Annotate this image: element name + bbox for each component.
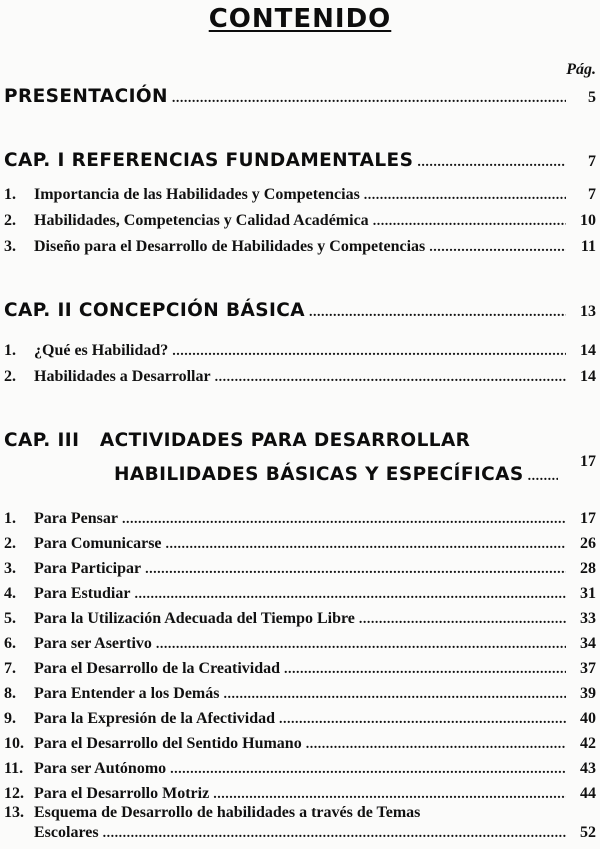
item-number: 6. bbox=[4, 635, 16, 652]
item-label: Para Pensar bbox=[34, 510, 118, 527]
page-number: 31 bbox=[580, 585, 596, 602]
item-label: Importancia de las Habilidades y Competencias bbox=[34, 186, 360, 203]
item-label: Para Comunicarse bbox=[34, 535, 162, 552]
dot-leader bbox=[170, 762, 566, 778]
item-label: Para la Utilización Adecuada del Tiempo Libre bbox=[34, 610, 355, 627]
page-number: 39 bbox=[580, 685, 596, 702]
item-number: 2. bbox=[4, 368, 16, 385]
item-label: Para el Desarrollo del Sentido Humano bbox=[34, 735, 302, 752]
toc-item[interactable] bbox=[4, 535, 596, 553]
item-number: 13. bbox=[4, 804, 24, 821]
item-number: 3. bbox=[4, 238, 16, 255]
page-column-label: Pág. bbox=[566, 61, 596, 78]
page-number: 33 bbox=[580, 610, 596, 627]
chapter-heading: CAP. II CONCEPCIÓN BÁSICA bbox=[4, 300, 305, 321]
page-title: CONTENIDO bbox=[208, 4, 392, 34]
toc-item[interactable] bbox=[4, 238, 596, 256]
toc-item-multiline-cont[interactable] bbox=[34, 824, 596, 842]
toc-item[interactable] bbox=[4, 785, 596, 803]
item-number: 11. bbox=[4, 760, 24, 777]
toc-entry-presentacion[interactable] bbox=[4, 86, 596, 107]
dot-leader bbox=[309, 305, 566, 321]
dot-leader bbox=[172, 344, 566, 360]
dot-leader bbox=[145, 562, 566, 578]
item-label: ¿Qué es Habilidad? bbox=[34, 342, 169, 359]
item-number: 8. bbox=[4, 685, 16, 702]
item-label: Para Participar bbox=[34, 560, 142, 577]
item-label: Para ser Autónomo bbox=[34, 760, 167, 777]
item-number: 1. bbox=[4, 510, 16, 527]
page-number: 7 bbox=[588, 186, 596, 203]
page-number: 44 bbox=[580, 785, 596, 802]
chapter-heading-line2: HABILIDADES BÁSICAS Y ESPECÍFICAS bbox=[114, 464, 524, 485]
page-number: 5 bbox=[588, 89, 596, 106]
dot-leader bbox=[417, 155, 566, 171]
page-number: 11 bbox=[580, 238, 596, 255]
item-label: Para el Desarrollo Motriz bbox=[34, 785, 210, 802]
toc-item[interactable] bbox=[4, 560, 596, 578]
toc-item[interactable] bbox=[4, 710, 596, 728]
page-number: 7 bbox=[588, 153, 596, 170]
page-number: 43 bbox=[580, 760, 596, 777]
item-label: Para el Desarrollo de la Creatividad bbox=[34, 660, 281, 677]
dot-leader bbox=[373, 214, 566, 230]
dot-leader bbox=[284, 662, 566, 678]
page-number: 17 bbox=[580, 510, 596, 527]
chapter-heading-line1[interactable]: CAP. III ACTIVIDADES PARA DESARROLLAR bbox=[4, 430, 471, 451]
item-label: Diseño para el Desarrollo de Habilidades y Competencias bbox=[34, 238, 426, 255]
item-number: 5. bbox=[4, 610, 16, 627]
page-number: 17 bbox=[580, 453, 596, 470]
item-label: Para Entender a los Demás bbox=[34, 685, 220, 702]
dot-leader bbox=[279, 712, 566, 728]
page-number: 34 bbox=[580, 635, 596, 652]
item-number: 7. bbox=[4, 660, 16, 677]
item-number: 2. bbox=[4, 212, 16, 229]
toc-item[interactable] bbox=[4, 635, 596, 653]
item-number: 4. bbox=[4, 585, 16, 602]
dot-leader bbox=[306, 737, 566, 753]
page-number: 14 bbox=[580, 368, 596, 385]
toc-item[interactable] bbox=[4, 760, 596, 778]
item-number: 1. bbox=[4, 342, 16, 359]
item-number: 2. bbox=[4, 535, 16, 552]
item-number: 10. bbox=[4, 735, 24, 752]
page-number: 40 bbox=[580, 710, 596, 727]
page-number: 10 bbox=[580, 212, 596, 229]
toc-item[interactable] bbox=[4, 510, 596, 528]
dot-leader bbox=[134, 587, 566, 603]
dot-leader bbox=[166, 537, 566, 553]
toc-item[interactable] bbox=[4, 212, 596, 230]
item-number: 3. bbox=[4, 560, 16, 577]
dot-leader bbox=[364, 188, 566, 204]
dot-leader bbox=[122, 512, 566, 528]
item-label: Para la Expresión de la Afectividad bbox=[34, 710, 276, 727]
section-heading: PRESENTACIÓN bbox=[4, 86, 168, 107]
dot-leader bbox=[359, 612, 566, 628]
toc-item[interactable] bbox=[4, 735, 596, 753]
toc-chapter-2[interactable] bbox=[4, 300, 596, 321]
dot-leader bbox=[528, 469, 558, 485]
toc-chapter-1[interactable] bbox=[4, 150, 596, 171]
toc-chapter-3[interactable] bbox=[114, 453, 596, 485]
toc-item[interactable] bbox=[4, 368, 596, 386]
item-label-line1: Esquema de Desarrollo de habilidades a través de Temas bbox=[34, 804, 421, 821]
toc-item[interactable] bbox=[4, 186, 596, 204]
item-number: 1. bbox=[4, 186, 16, 203]
item-label: Habilidades a Desarrollar bbox=[34, 368, 211, 385]
toc-item[interactable] bbox=[4, 685, 596, 703]
toc-item-multiline[interactable] bbox=[4, 804, 596, 822]
toc-item[interactable] bbox=[4, 342, 596, 360]
dot-leader bbox=[103, 826, 566, 842]
page-number: 26 bbox=[580, 535, 596, 552]
page-number: 14 bbox=[580, 342, 596, 359]
chapter-heading: CAP. I REFERENCIAS FUNDAMENTALES bbox=[4, 150, 414, 171]
item-label: Para ser Asertivo bbox=[34, 635, 152, 652]
item-label: Habilidades, Competencias y Calidad Académica bbox=[34, 212, 369, 229]
dot-leader bbox=[213, 787, 566, 803]
dot-leader bbox=[429, 240, 566, 256]
page-number: 52 bbox=[580, 824, 596, 841]
dot-leader bbox=[215, 370, 566, 386]
item-number: 12. bbox=[4, 785, 24, 802]
item-number: 9. bbox=[4, 710, 16, 727]
page-number: 13 bbox=[580, 303, 596, 320]
item-label: Para Estudiar bbox=[34, 585, 131, 602]
toc-item[interactable] bbox=[4, 585, 596, 603]
page-number: 42 bbox=[580, 735, 596, 752]
item-label-line2: Escolares bbox=[34, 824, 99, 841]
dot-leader bbox=[223, 687, 566, 703]
toc-item[interactable] bbox=[4, 660, 596, 678]
page-number: 37 bbox=[580, 660, 596, 677]
page-number: 28 bbox=[580, 560, 596, 577]
dot-leader bbox=[156, 637, 566, 653]
dot-leader bbox=[172, 91, 566, 107]
toc-item[interactable] bbox=[4, 610, 596, 628]
